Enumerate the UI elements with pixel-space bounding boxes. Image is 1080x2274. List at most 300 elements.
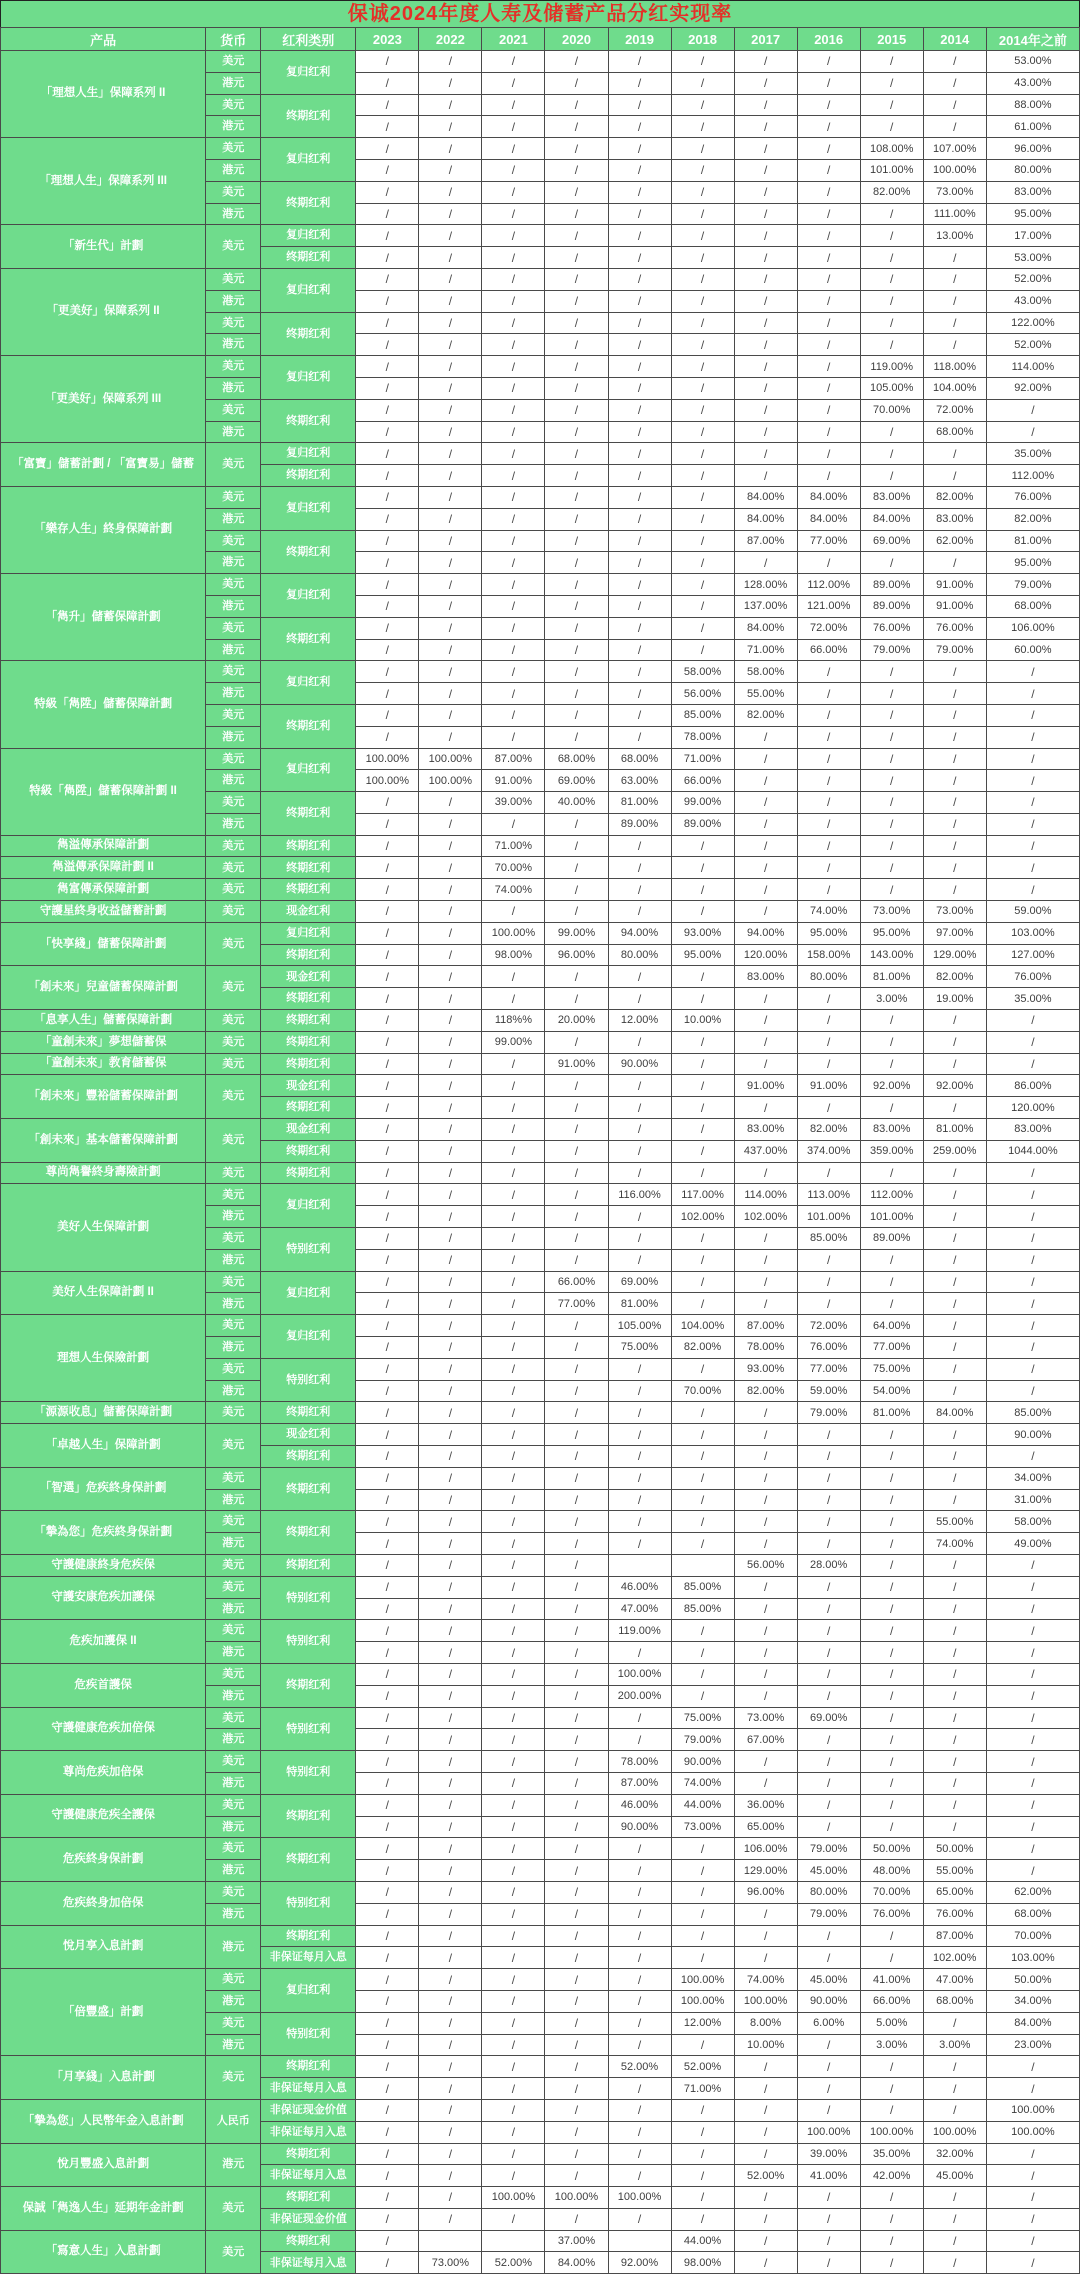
- value-cell: /: [734, 1489, 797, 1511]
- value-cell: /: [734, 1293, 797, 1315]
- value-cell: /: [356, 1533, 419, 1555]
- currency-cell: 美元: [206, 1358, 261, 1380]
- currency-cell: 美元: [206, 181, 261, 203]
- value-cell: 66.00%: [545, 1271, 608, 1293]
- value-cell: /: [482, 1424, 545, 1446]
- value-cell: /: [671, 1838, 734, 1860]
- currency-cell: 港元: [206, 1903, 261, 1925]
- table-row: [1, 1511, 1080, 1533]
- value-cell: 87.00%: [608, 1772, 671, 1794]
- value-cell: /: [986, 1380, 1079, 1402]
- value-cell: /: [671, 552, 734, 574]
- value-cell: 83.00%: [923, 508, 986, 530]
- value-cell: 3.00%: [860, 988, 923, 1010]
- value-cell: 47.00%: [923, 1969, 986, 1991]
- value-cell: /: [419, 1969, 482, 1991]
- value-cell: /: [482, 1446, 545, 1468]
- value-cell: 77.00%: [860, 1337, 923, 1359]
- column-header: 红利类别: [261, 28, 356, 51]
- value-cell: 78.00%: [671, 726, 734, 748]
- value-cell: /: [608, 1075, 671, 1097]
- value-cell: /: [482, 159, 545, 181]
- value-cell: /: [797, 1816, 860, 1838]
- value-cell: /: [545, 1838, 608, 1860]
- value-cell: /: [419, 683, 482, 705]
- value-cell: /: [356, 1663, 419, 1685]
- value-cell: /: [860, 116, 923, 138]
- value-cell: /: [545, 1990, 608, 2012]
- value-cell: /: [545, 2078, 608, 2100]
- value-cell: /: [734, 181, 797, 203]
- currency-cell: 美元: [206, 2187, 261, 2231]
- currency-cell: 港元: [206, 116, 261, 138]
- value-cell: 13.00%: [923, 225, 986, 247]
- value-cell: /: [923, 1380, 986, 1402]
- value-cell: /: [356, 1467, 419, 1489]
- value-cell: /: [356, 530, 419, 552]
- value-cell: /: [608, 1228, 671, 1250]
- table-row: [1, 51, 1080, 73]
- value-cell: /: [482, 1380, 545, 1402]
- value-cell: /: [986, 1337, 1079, 1359]
- value-cell: 73.00%: [923, 181, 986, 203]
- product-cell: 「創未來」豐裕儲蓄保障計劃: [1, 1075, 206, 1119]
- value-cell: /: [986, 1446, 1079, 1468]
- value-cell: 82.00%: [923, 966, 986, 988]
- product-cell: 危疾加護保 II: [1, 1620, 206, 1664]
- value-cell: 100.00%: [986, 2099, 1079, 2121]
- value-cell: /: [734, 1249, 797, 1271]
- table-row: [1, 486, 1080, 508]
- value-cell: /: [797, 312, 860, 334]
- value-cell: /: [356, 465, 419, 487]
- value-cell: /: [356, 2252, 419, 2274]
- table-row: [1, 1707, 1080, 1729]
- value-cell: 71.00%: [734, 639, 797, 661]
- value-cell: 90.00%: [986, 1424, 1079, 1446]
- value-cell: /: [419, 1707, 482, 1729]
- value-cell: 59.00%: [986, 901, 1079, 923]
- value-cell: 105.00%: [860, 377, 923, 399]
- value-cell: /: [356, 508, 419, 530]
- value-cell: /: [545, 2056, 608, 2078]
- value-cell: /: [356, 1315, 419, 1337]
- value-cell: /: [923, 1620, 986, 1642]
- value-cell: 50.00%: [923, 1838, 986, 1860]
- value-cell: /: [734, 770, 797, 792]
- value-cell: /: [608, 1031, 671, 1053]
- value-cell: 100.00%: [986, 2121, 1079, 2143]
- value-cell: /: [545, 1424, 608, 1446]
- value-cell: 114.00%: [734, 1184, 797, 1206]
- value-cell: /: [482, 356, 545, 378]
- value-cell: 39.00%: [797, 2143, 860, 2165]
- value-cell: /: [797, 1511, 860, 1533]
- value-cell: /: [986, 1663, 1079, 1685]
- value-cell: /: [419, 1729, 482, 1751]
- dividend-type-cell: 终期红利: [261, 835, 356, 857]
- dividend-type-cell: 终期红利: [261, 1554, 356, 1576]
- value-cell: 46.00%: [608, 1794, 671, 1816]
- value-cell: 52.00%: [608, 2056, 671, 2078]
- value-cell: 19.00%: [923, 988, 986, 1010]
- value-cell: /: [356, 2099, 419, 2121]
- value-cell: 100.00%: [545, 2187, 608, 2209]
- currency-cell: 美元: [206, 399, 261, 421]
- column-header: 2017: [734, 28, 797, 51]
- value-cell: /: [797, 2099, 860, 2121]
- value-cell: /: [860, 312, 923, 334]
- table-row: [1, 1467, 1080, 1489]
- value-cell: /: [356, 726, 419, 748]
- value-cell: 54.00%: [860, 1380, 923, 1402]
- value-cell: 68.00%: [923, 1990, 986, 2012]
- value-cell: 103.00%: [986, 1947, 1079, 1969]
- value-cell: /: [356, 290, 419, 312]
- dividend-type-cell: 终期红利: [261, 1140, 356, 1162]
- value-cell: /: [545, 1533, 608, 1555]
- value-cell: /: [860, 1511, 923, 1533]
- value-cell: /: [356, 1685, 419, 1707]
- value-cell: /: [797, 1663, 860, 1685]
- value-cell: 58.00%: [734, 661, 797, 683]
- currency-cell: 美元: [206, 443, 261, 487]
- value-cell: /: [419, 159, 482, 181]
- value-cell: /: [482, 94, 545, 116]
- value-cell: /: [356, 2230, 419, 2252]
- value-cell: /: [671, 1446, 734, 1468]
- value-cell: /: [671, 1293, 734, 1315]
- value-cell: /: [545, 2034, 608, 2056]
- value-cell: /: [986, 1228, 1079, 1250]
- value-cell: /: [671, 1140, 734, 1162]
- value-cell: /: [419, 1489, 482, 1511]
- value-cell: /: [482, 1642, 545, 1664]
- value-cell: /: [419, 1576, 482, 1598]
- value-cell: 82.00%: [986, 508, 1079, 530]
- value-cell: 84.00%: [734, 486, 797, 508]
- value-cell: 90.00%: [608, 1053, 671, 1075]
- value-cell: 102.00%: [734, 1206, 797, 1228]
- value-cell: /: [671, 159, 734, 181]
- value-cell: 359.00%: [860, 1140, 923, 1162]
- table-row: [1, 2230, 1080, 2252]
- value-cell: [608, 1554, 671, 1576]
- value-cell: /: [797, 203, 860, 225]
- value-cell: /: [986, 704, 1079, 726]
- value-cell: /: [797, 2230, 860, 2252]
- value-cell: 20.00%: [545, 1010, 608, 1032]
- value-cell: /: [671, 1402, 734, 1424]
- currency-cell: 港元: [206, 1990, 261, 2012]
- value-cell: /: [671, 421, 734, 443]
- value-cell: /: [797, 1010, 860, 1032]
- value-cell: /: [797, 1031, 860, 1053]
- value-cell: /: [923, 1031, 986, 1053]
- value-cell: /: [482, 72, 545, 94]
- value-cell: /: [923, 792, 986, 814]
- table-row: [1, 443, 1080, 465]
- currency-cell: 美元: [206, 1053, 261, 1075]
- value-cell: /: [986, 2056, 1079, 2078]
- column-header: 2021: [482, 28, 545, 51]
- value-cell: /: [986, 1162, 1079, 1184]
- value-cell: /: [356, 1380, 419, 1402]
- value-cell: 74.00%: [482, 879, 545, 901]
- value-cell: /: [482, 1315, 545, 1337]
- value-cell: /: [356, 1402, 419, 1424]
- product-cell: 「童創未來」教育儲蓄保: [1, 1053, 206, 1075]
- value-cell: /: [419, 1642, 482, 1664]
- value-cell: /: [671, 72, 734, 94]
- value-cell: /: [923, 2252, 986, 2274]
- value-cell: /: [671, 530, 734, 552]
- value-cell: /: [734, 1903, 797, 1925]
- value-cell: /: [356, 922, 419, 944]
- value-cell: /: [482, 2012, 545, 2034]
- value-cell: 88.00%: [986, 94, 1079, 116]
- value-cell: /: [671, 1249, 734, 1271]
- dividend-type-cell: 终期红利: [261, 1446, 356, 1468]
- dividend-type-cell: 终期红利: [261, 1838, 356, 1882]
- value-cell: 99.00%: [482, 1031, 545, 1053]
- value-cell: /: [671, 203, 734, 225]
- value-cell: /: [482, 901, 545, 923]
- value-cell: /: [545, 1075, 608, 1097]
- currency-cell: 港元: [206, 1772, 261, 1794]
- value-cell: /: [419, 1903, 482, 1925]
- value-cell: 121.00%: [797, 595, 860, 617]
- value-cell: /: [671, 138, 734, 160]
- dividend-type-cell: 复归红利: [261, 443, 356, 465]
- value-cell: /: [356, 813, 419, 835]
- dividend-type-cell: 终期红利: [261, 617, 356, 661]
- value-cell: /: [734, 356, 797, 378]
- value-cell: 84.00%: [860, 508, 923, 530]
- currency-cell: 港元: [206, 1249, 261, 1271]
- value-cell: /: [734, 2121, 797, 2143]
- column-header: 2014: [923, 28, 986, 51]
- product-cell: 特級「雋陞」儲蓄保障計劃: [1, 661, 206, 748]
- table-row: [1, 1031, 1080, 1053]
- currency-cell: 港元: [206, 1816, 261, 1838]
- product-cell: 「摯為您」人民幣年金入息計劃: [1, 2099, 206, 2143]
- value-cell: 74.00%: [671, 1772, 734, 1794]
- table-row: [1, 966, 1080, 988]
- value-cell: /: [923, 268, 986, 290]
- value-cell: /: [356, 1554, 419, 1576]
- value-cell: /: [608, 639, 671, 661]
- value-cell: 79.00%: [923, 639, 986, 661]
- value-cell: /: [419, 2165, 482, 2187]
- value-cell: /: [356, 377, 419, 399]
- value-cell: /: [608, 2165, 671, 2187]
- value-cell: /: [419, 813, 482, 835]
- value-cell: 45.00%: [797, 1860, 860, 1882]
- value-cell: /: [419, 1685, 482, 1707]
- value-cell: 87.00%: [734, 1315, 797, 1337]
- product-cell: 「更美好」保障系列 III: [1, 356, 206, 443]
- value-cell: /: [797, 988, 860, 1010]
- value-cell: 68.00%: [608, 748, 671, 770]
- value-cell: /: [482, 1772, 545, 1794]
- value-cell: /: [545, 639, 608, 661]
- value-cell: /: [482, 2143, 545, 2165]
- value-cell: /: [671, 1925, 734, 1947]
- value-cell: /: [734, 247, 797, 269]
- value-cell: /: [356, 792, 419, 814]
- value-cell: /: [356, 1794, 419, 1816]
- product-cell: 美好人生保障計劃: [1, 1184, 206, 1271]
- value-cell: /: [545, 1903, 608, 1925]
- value-cell: /: [860, 94, 923, 116]
- table-row: [1, 857, 1080, 879]
- dividend-type-cell: 终期红利: [261, 2230, 356, 2252]
- value-cell: /: [356, 661, 419, 683]
- value-cell: /: [986, 661, 1079, 683]
- value-cell: 39.00%: [482, 792, 545, 814]
- value-cell: /: [482, 2034, 545, 2056]
- table-row: [1, 268, 1080, 290]
- value-cell: /: [923, 443, 986, 465]
- value-cell: /: [482, 1075, 545, 1097]
- value-cell: /: [419, 661, 482, 683]
- value-cell: /: [860, 1729, 923, 1751]
- value-cell: /: [860, 1816, 923, 1838]
- value-cell: 79.00%: [797, 1402, 860, 1424]
- value-cell: /: [545, 595, 608, 617]
- product-cell: 「快享綫」儲蓄保障計劃: [1, 922, 206, 966]
- dividend-type-cell: 特别红利: [261, 1358, 356, 1402]
- value-cell: /: [356, 51, 419, 73]
- value-cell: /: [671, 290, 734, 312]
- value-cell: 52.00%: [482, 2252, 545, 2274]
- value-cell: /: [356, 2056, 419, 2078]
- value-cell: 102.00%: [923, 1947, 986, 1969]
- currency-cell: 港元: [206, 1729, 261, 1751]
- currency-cell: 美元: [206, 879, 261, 901]
- value-cell: 83.00%: [986, 1119, 1079, 1141]
- value-cell: /: [797, 1249, 860, 1271]
- value-cell: /: [734, 1467, 797, 1489]
- value-cell: /: [860, 51, 923, 73]
- value-cell: /: [734, 1947, 797, 1969]
- value-cell: /: [545, 116, 608, 138]
- dividend-type-cell: 复归红利: [261, 138, 356, 182]
- dividend-type-cell: 终期红利: [261, 247, 356, 269]
- value-cell: /: [734, 399, 797, 421]
- value-cell: /: [419, 51, 482, 73]
- product-cell: 「創未來」基本儲蓄保障計劃: [1, 1119, 206, 1163]
- value-cell: /: [419, 508, 482, 530]
- value-cell: 117.00%: [671, 1184, 734, 1206]
- value-cell: /: [545, 225, 608, 247]
- value-cell: /: [608, 1729, 671, 1751]
- value-cell: /: [671, 595, 734, 617]
- product-cell: 尊尚危疾加倍保: [1, 1751, 206, 1795]
- value-cell: 70.00%: [986, 1925, 1079, 1947]
- value-cell: 91.00%: [923, 574, 986, 596]
- value-cell: /: [545, 1140, 608, 1162]
- value-cell: 69.00%: [608, 1271, 671, 1293]
- value-cell: /: [482, 1053, 545, 1075]
- value-cell: /: [356, 2187, 419, 2209]
- value-cell: /: [356, 1620, 419, 1642]
- value-cell: 73.00%: [860, 901, 923, 923]
- product-cell: 危疾首護保: [1, 1663, 206, 1707]
- value-cell: /: [482, 312, 545, 334]
- value-cell: /: [482, 1554, 545, 1576]
- currency-cell: 美元: [206, 1315, 261, 1337]
- value-cell: /: [608, 552, 671, 574]
- column-header: 2019: [608, 28, 671, 51]
- product-cell: 保誠「雋逸人生」延期年金計劃: [1, 2187, 206, 2231]
- value-cell: /: [860, 835, 923, 857]
- value-cell: /: [671, 2034, 734, 2056]
- value-cell: /: [482, 334, 545, 356]
- value-cell: /: [608, 312, 671, 334]
- value-cell: /: [797, 770, 860, 792]
- value-cell: /: [419, 1380, 482, 1402]
- value-cell: 91.00%: [797, 1075, 860, 1097]
- value-cell: /: [734, 1620, 797, 1642]
- currency-cell: 港元: [206, 1533, 261, 1555]
- value-cell: /: [482, 1489, 545, 1511]
- value-cell: /: [797, 704, 860, 726]
- value-cell: /: [860, 748, 923, 770]
- product-cell: 「智選」危疾終身保計劃: [1, 1467, 206, 1511]
- table-row: [1, 2143, 1080, 2165]
- value-cell: /: [860, 1053, 923, 1075]
- currency-cell: 美元: [206, 1184, 261, 1206]
- value-cell: /: [419, 1162, 482, 1184]
- value-cell: /: [734, 1751, 797, 1773]
- value-cell: /: [419, 1097, 482, 1119]
- dividend-type-cell: 非保证每月入息: [261, 2121, 356, 2143]
- value-cell: /: [734, 988, 797, 1010]
- value-cell: /: [419, 1424, 482, 1446]
- value-cell: /: [482, 1881, 545, 1903]
- value-cell: /: [545, 1751, 608, 1773]
- value-cell: /: [671, 1533, 734, 1555]
- value-cell: /: [986, 726, 1079, 748]
- value-cell: /: [608, 2099, 671, 2121]
- value-cell: /: [608, 1903, 671, 1925]
- value-cell: /: [482, 1358, 545, 1380]
- value-cell: /: [608, 2078, 671, 2100]
- value-cell: /: [608, 203, 671, 225]
- value-cell: /: [671, 486, 734, 508]
- value-cell: 56.00%: [671, 683, 734, 705]
- value-cell: /: [797, 1925, 860, 1947]
- value-cell: /: [482, 1228, 545, 1250]
- value-cell: /: [860, 225, 923, 247]
- value-cell: 72.00%: [923, 399, 986, 421]
- dividend-type-cell: 现金红利: [261, 1424, 356, 1446]
- value-cell: /: [860, 1489, 923, 1511]
- value-cell: 59.00%: [797, 1380, 860, 1402]
- dividend-type-cell: 终期红利: [261, 1031, 356, 1053]
- value-cell: /: [797, 792, 860, 814]
- value-cell: 119.00%: [860, 356, 923, 378]
- value-cell: /: [860, 2078, 923, 2100]
- value-cell: /: [923, 334, 986, 356]
- value-cell: /: [734, 1511, 797, 1533]
- value-cell: /: [482, 1838, 545, 1860]
- value-cell: /: [356, 574, 419, 596]
- value-cell: [608, 2230, 671, 2252]
- value-cell: /: [734, 792, 797, 814]
